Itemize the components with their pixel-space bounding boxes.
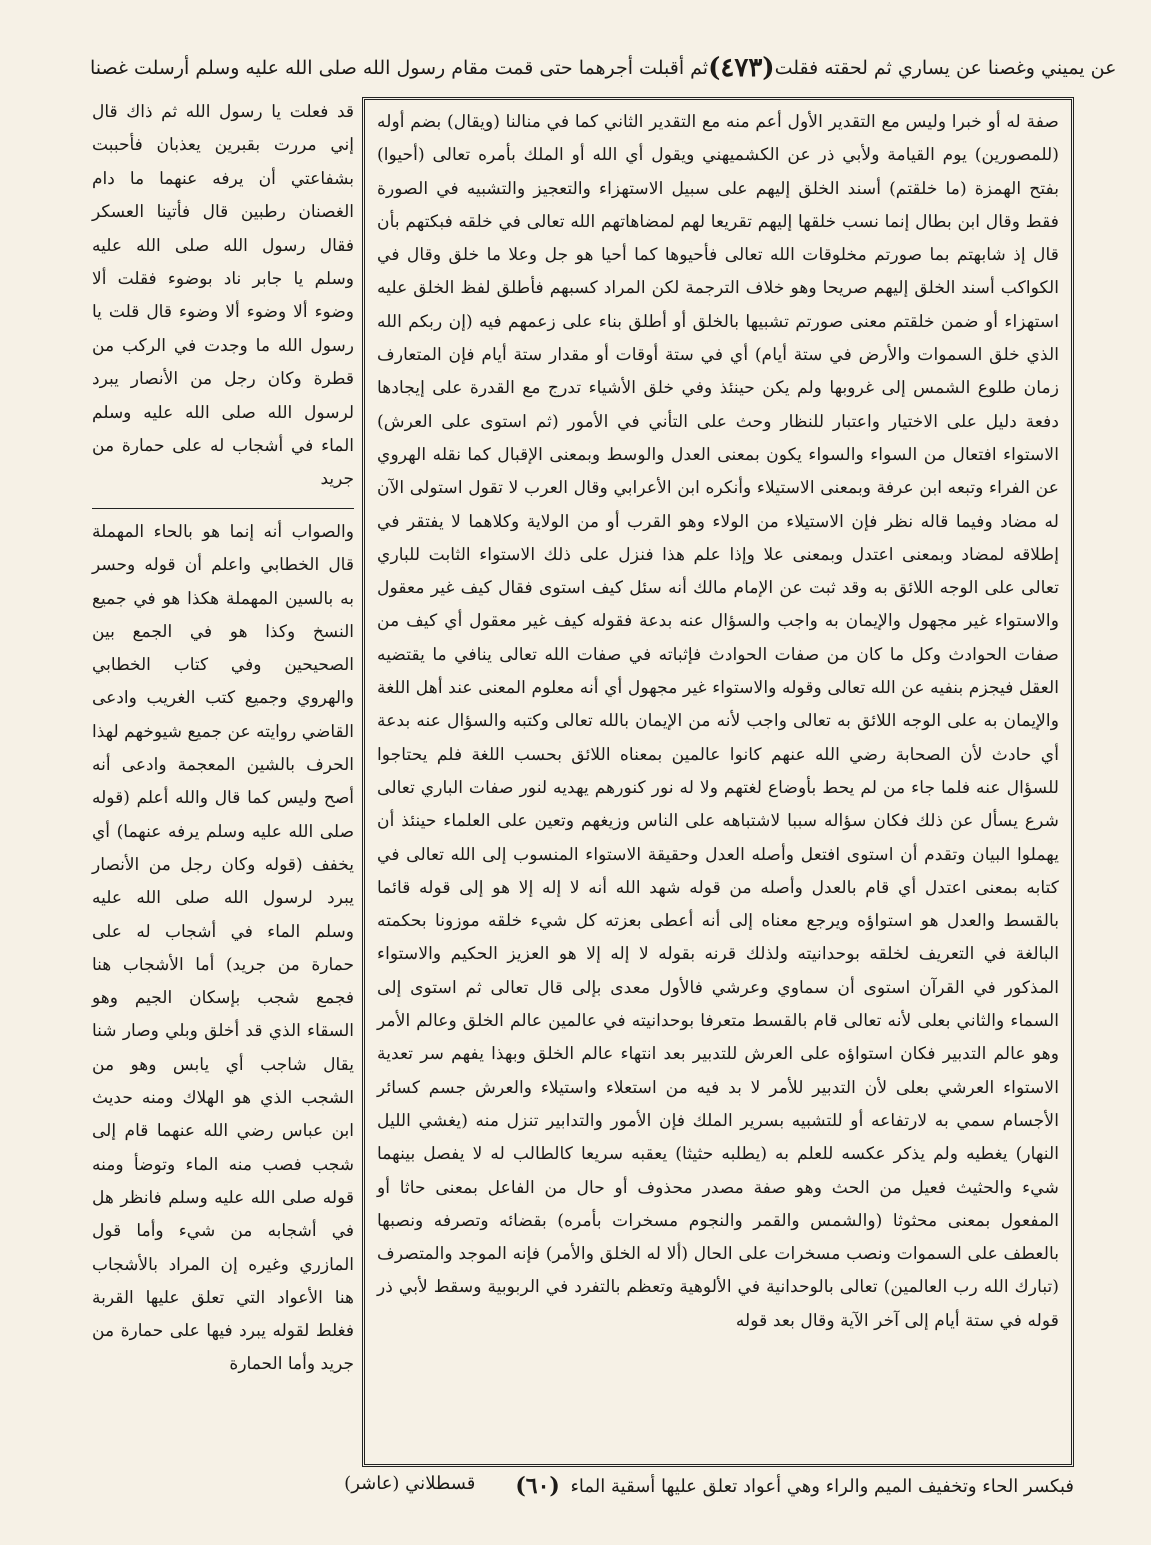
header-left-text: عن يميني وغصنا عن يساري ثم لحقته فقلت (774, 57, 1117, 79)
margin-divider (92, 508, 354, 509)
footer-page-number: (٦٠) (515, 1473, 560, 1499)
header-page-number: (٤٧٣) (708, 53, 775, 83)
footer-footnote: فبكسر الحاء وتخفيف الميم والراء وهي أعواد تعلق عليها أسقية الماء (570, 1475, 1074, 1497)
footer-label: قسطلاني (عاشر) (344, 1473, 476, 1494)
page-header (90, 48, 1117, 88)
margin-hadith-text: قد فعلت يا رسول الله ثم ذاك قال إني مررت بقبرين يعذبان فأحببت بشفاعتي أن يرفه عنهما ما دام الغصنان رطبين قال فأتينا العسكر فقال رسول الله صلى الله عليه وسلم يا جابر ناد بوضوء فقلت ألا وضوء ألا وضوء ألا وضوء قال قلت يا رسول الله ما وجدت في الركب من قطرة وكان رجل من الأنصار يبرد لرسول الله صلى الله عليه وسلم الماء في أشجاب له على حمارة من جريد (92, 102, 354, 490)
footer-signature (92, 1473, 812, 1499)
margin-commentary-text: والصواب أنه إنما هو بالحاء المهملة قال الخطابي واعلم أن قوله وحسر به بالسين المهملة هكذا هو في جميع النسخ وكذا هو في الجمع بين الصحيحين وفي كتاب الخطابي والهروي وجميع كتب الغريب وادعى القاضي روايته عن جميع شيوخهم لهذا الحرف بالشين المعجمة وادعى أنه أصح وليس كما قال والله أعلم (قوله صلى الله عليه وسلم يرفه عنهما) أي يخفف (قوله وكان رجل من الأنصار يبرد لرسول الله صلى الله عليه وسلم الماء في أشجاب له على حمارة من جريد) أما الأشجاب هنا فجمع شجب بإسكان الجيم وهو السقاء الذي قد أخلق وبلي وصار شنا يقال شاجب أي يابس وهو من الشجب الذي هو الهلاك ومنه حديث ابن عباس رضي الله عنهما قام إلى شجب فصب منه الماء وتوضأ ومنه قوله صلى الله عليه وسلم فانظر هل في أشجابه من شيء وأما قول المازري وغيره إن المراد بالأشجاب هنا الأعواد التي تعلق عليها القربة فغلط لقوله يبرد فيها على حمارة من جريد وأما الحمارة (92, 522, 354, 1375)
main-text-frame (362, 97, 1074, 1467)
main-commentary-text: صفة له أو خبرا وليس مع التقدير الأول أعم منه مع التقدير الثاني كما في منالنا (ويقال) بضم أوله (للمصورين) يوم القيامة ولأبي ذر عن الكشميهني ويقول أي الله أو الملك بأمره تعالى (أحيوا) بفتح الهمزة (ما خلقتم) أسند الخلق إليهم على سبيل الاستهزاء والتعجيز والتشبيه في الصورة فقط وقال ابن بطال إنما نسب خلقها إليهم تقريعا لهم لمضاهاتهم الله تعالى في خلقه فبكتهم بأن قال إذ شابهتم بما صورتم مخلوقات الله تعالى فأحيوها كما أحيا هو جل وعلا ما خلق وقال في الكواكب أسند الخلق إليهم صريحا وهو خلاف الترجمة لكن المراد كسبهم فأطلق لفظ الخلق عليه استهزاء أو ضمن خلقتم معنى صورتم تشبيها بالخلق أو أطلق بناء على زعمهم فيه (إن ربكم الله الذي خلق السموات والأرض في ستة أيام) أي في ستة أوقات أو مقدار ستة أيام فإن المتعارف زمان طلوع الشمس إلى غروبها ولم يكن حينئذ وفي خلق الأشياء تدرج مع القدرة على إيجادها دفعة دليل على الاختيار واعتبار للنظار وحث على التأني في الأمور (ثم استوى على العرش) الاستواء افتعال من السواء والسواء يكون بمعنى العدل والوسط وبمعنى الإقبال كما نقله الهروي عن الفراء وتبعه ابن عرفة وبمعنى الاستيلاء وأنكره ابن الأعرابي وقال العرب لا تقول استولى الآن له مضاد وفيما قاله نظر فإن الاستيلاء من الولاء وهو القرب أو من الولاية وكلاهما لا يفتقر في إطلاقه لمضاد وبمعنى اعتدل وبمعنى علا وإذا علم هذا فنزل على ذلك الاستواء الثابت للباري تعالى على الوجه اللائق به وقد ثبت عن الإمام مالك أنه سئل كيف استوى فقال كيف غير معقول والاستواء غير مجهول والإيمان به واجب والسؤال عنه بدعة فقوله كيف غير معقول أي كيف من صفات الحوادث وكل ما كان من صفات الحوادث فإثباته في صفات الله تعالى ينافي ما يقتضيه العقل فيجزم بنفيه عن الله تعالى وقوله والاستواء غير مجهول أي أنه معلوم المعنى عند أهل اللغة والإيمان به على الوجه اللائق به تعالى واجب لأنه من الإيمان بالله تعالى وكتبه والسؤال عنه بدعة أي حادث لأن الصحابة رضي الله عنهم كانوا عالمين بمعناه اللائق بحسب اللغة فلم يحتاجوا للسؤال عنه فلما جاء من لم يحط بأوضاع لغتهم ولا له نور كنورهم يهديه لنور صفات الباري تعالى شرع يسأل عن ذلك فكان سؤاله سببا لاشتباهه على الناس وزيغهم وتعين على العلماء حينئذ أن يهملوا البيان وتقدم أن استوى افتعل وأصله العدل وحقيقة الاستواء المنسوب إلى الله تعالى في كتابه بمعنى اعتدل أي قام بالعدل وأصله من قوله شهد الله أنه لا إله إلا هو إلى قوله قائما بالقسط والعدل هو استواؤه ويرجع معناه إلى أنه أعطى بعزته كل شيء خلقه موزونا بحكمته البالغة في التعريف لخلقه بوحدانيته ولذلك قرنه بقوله لا إله إلا هو العزيز الحكيم والاستواء المذكور في القرآن استوى أن سماوي وعرشي فالأول معدى بإلى قال تعالى ثم استوى إلى السماء والثاني بعلى لأنه تعالى قام بالقسط متعرفا بوحدانيته في عالمين عالم الخلق وعالم الأمر وهو عالم التدبير فكان استواؤه على العرش للتدبير بعد انتهاء عالم الخلق وبهذا يفهم سر تعدية الاستواء العرشي بعلى لأن التدبير للأمر لا بد فيه من استعلاء واستيلاء والعرش جسم كسائر الأجسام سمي به لارتفاعه أو للتشبيه بسرير الملك فإن الأمور والتدابير تنزل منه (يغشي الليل النهار) يغطيه ولم يذكر عكسه للعلم به (يطلبه حثيثا) يعقبه سريعا كالطالب له لا يفصل بينهما شيء والحثيث فعيل من الحث وهو صفة مصدر محذوف أو حال من الفاعل بمعنى حاثا أو المفعول بمعنى محثوثا (والشمس والقمر والنجوم مسخرات بأمره) بقضائه وتصرفه ونصبها بالعطف على السموات ونصب مسخرات على الحال (ألا له الخلق والأمر) فإنه الموجد والمتصرف (تبارك الله رب العالمين) تعالى بالوحدانية في الألوهية وتعظم بالتفرد في الربوبية وسقط لأبي ذر قوله في ستة أيام إلى آخر الآية وقال بعد قوله (377, 112, 1059, 1331)
header-right-text: ثم أقبلت أجرهما حتى قمت مقام رسول الله صلى الله عليه وسلم أرسلت غصنا (90, 57, 709, 79)
page-footer (92, 1468, 1074, 1504)
